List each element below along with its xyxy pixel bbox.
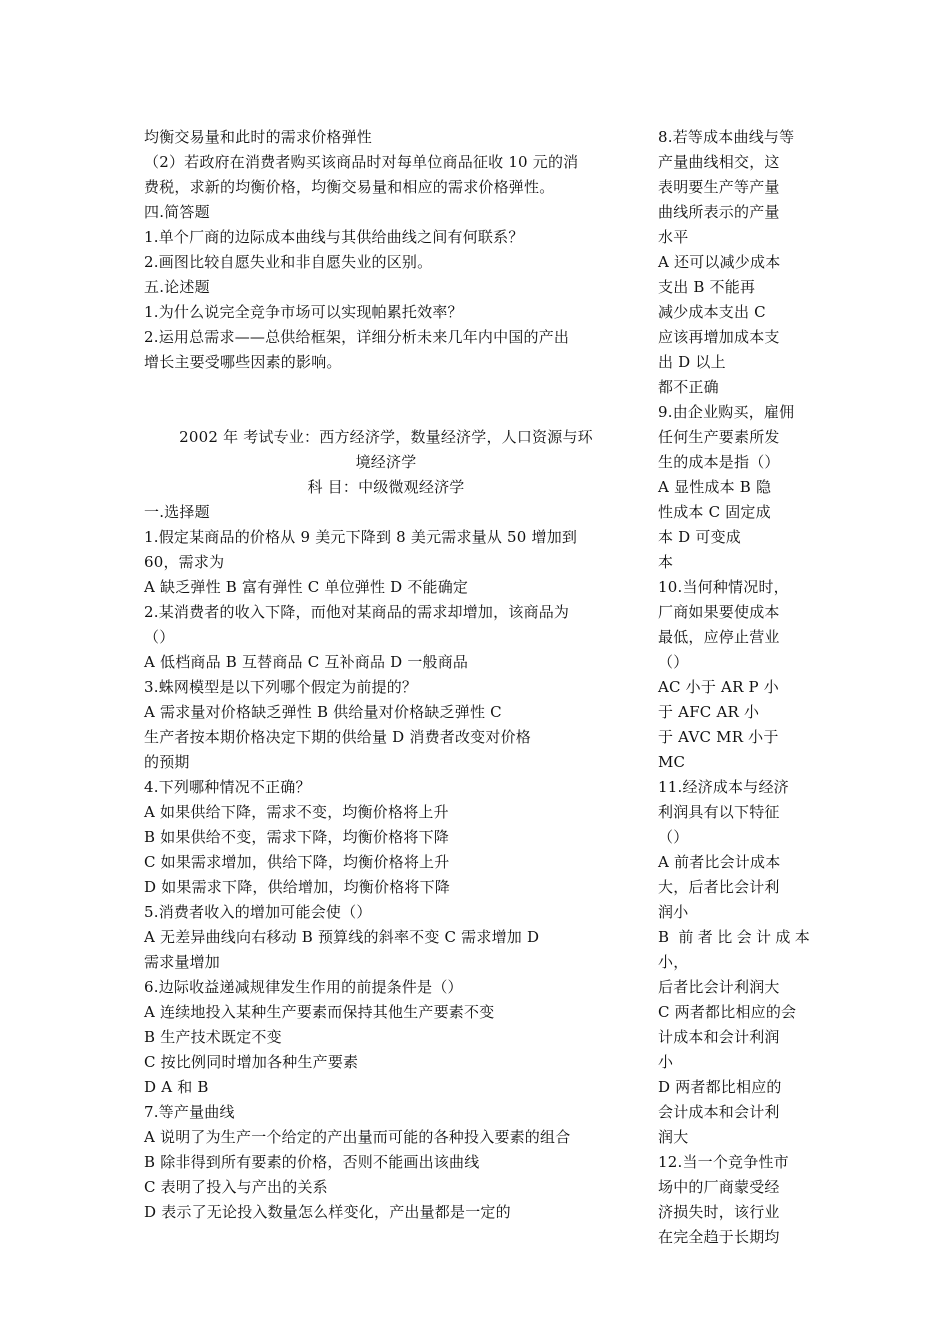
text-line: A 前者比会计成本 [658, 853, 781, 871]
text-line: 1.假定某商品的价格从 9 美元下降到 8 美元需求量从 50 增加到 [144, 528, 578, 546]
text-line: C 表明了投入与产出的关系 [144, 1178, 328, 1196]
text-line: 小 [658, 1053, 674, 1071]
text-line: （） [658, 828, 689, 846]
text-line: D 如果需求下降，供给增加，均衡价格将下降 [144, 878, 450, 896]
text-line: 6.边际收益递减规律发生作用的前提条件是（） [144, 978, 463, 996]
text-line: 9.由企业购买，雇佣 [658, 403, 795, 421]
text-line: （2）若政府在消费者购买该商品时对每单位商品征收 10 元的消 [144, 153, 579, 171]
text-line: 11.经济成本与经济 [658, 778, 789, 796]
text-line: 5.消费者收入的增加可能会使（） [144, 903, 372, 921]
text-line: A 还可以减少成本 [658, 253, 781, 271]
text-line: D 表示了无论投入数量怎么样变化，产出量都是一定的 [144, 1203, 511, 1221]
text-line: 产量曲线相交，这 [658, 153, 780, 171]
text-line: 四.简答题 [144, 203, 210, 221]
text-line: 于 AFC AR 小 [658, 703, 760, 721]
text-line: 性成本 C 固定成 [658, 503, 771, 521]
text-line: A 如果供给下降，需求不变，均衡价格将上升 [144, 803, 449, 821]
text-line: 8.若等成本曲线与等 [658, 128, 795, 146]
text-line: D A 和 B [144, 1078, 209, 1096]
text-line: A 需求量对价格缺乏弹性 B 供给量对价格缺乏弹性 C [144, 703, 502, 721]
blank-line [144, 375, 628, 400]
text-line: 润大 [658, 1128, 689, 1146]
text-line: B 前者比会计成本小， [658, 928, 810, 971]
text-line: AC 小于 AR P 小 [658, 678, 780, 696]
text-line: 一.选择题 [144, 503, 210, 521]
text-line: 最低，应停止营业 [658, 628, 780, 646]
text-line: 厂商如果要使成本 [658, 603, 780, 621]
text-line: A 无差异曲线向右移动 B 预算线的斜率不变 C 需求增加 D [144, 928, 540, 946]
text-line: 7.等产量曲线 [144, 1103, 235, 1121]
text-line: MC [658, 753, 686, 771]
text-line: 润小 [658, 903, 689, 921]
text-line: 12.当一个竞争性市 [658, 1153, 789, 1171]
text-line: 本 [658, 553, 674, 571]
text-line: 生的成本是指（） [658, 453, 780, 471]
text-line: 10.当何种情况时， [658, 578, 789, 596]
text-line: 3.蛛网模型是以下列哪个假定为前提的？ [144, 678, 418, 696]
text-line: C 两者都比相应的会 [658, 1003, 797, 1021]
text-line: 2.运用总需求——总供给框架，详细分析未来几年内中国的产出 [144, 328, 570, 346]
blank-line [144, 400, 628, 425]
text-line: D 两者都比相应的 [658, 1078, 782, 1096]
exam-header-line: 境经济学 [355, 453, 417, 471]
text-line: 1.单个厂商的边际成本曲线与其供给曲线之间有何联系？ [144, 228, 524, 246]
text-line: 4.下列哪种情况不正确？ [144, 778, 311, 796]
text-line: B 如果供给不变，需求下降，均衡价格将下降 [144, 828, 449, 846]
text-line: （） [658, 653, 689, 671]
text-line: 支出 B 不能再 [658, 278, 756, 296]
text-line: 济损失时，该行业 [658, 1203, 780, 1221]
text-line: B 除非得到所有要素的价格，否则不能画出该曲线 [144, 1153, 480, 1171]
right-column [658, 125, 810, 1250]
text-line: 利润具有以下特征 [658, 803, 780, 821]
text-line: 大，后者比会计利 [658, 878, 780, 896]
text-line: C 如果需求增加，供给下降，均衡价格将上升 [144, 853, 450, 871]
text-line: 五.论述题 [144, 278, 210, 296]
text-line: 减少成本支出 C [658, 303, 766, 321]
text-line: 场中的厂商蒙受经 [658, 1178, 780, 1196]
text-line: 需求量增加 [144, 953, 221, 971]
text-line: C 按比例同时增加各种生产要素 [144, 1053, 359, 1071]
text-line: 费税，求新的均衡价格，均衡交易量和相应的需求价格弹性。 [144, 178, 555, 196]
text-line: 表明要生产等产量 [658, 178, 780, 196]
text-line: （） [144, 628, 175, 646]
text-line: A 连续地投入某种生产要素而保持其他生产要素不变 [144, 1003, 495, 1021]
text-line: A 显性成本 B 隐 [658, 478, 772, 496]
text-line: 60，需求为 [144, 553, 225, 571]
text-line: 水平 [658, 228, 689, 246]
text-line: 会计成本和会计利 [658, 1103, 780, 1121]
text-line: 均衡交易量和此时的需求价格弹性 [144, 128, 373, 146]
text-line: A 低档商品 B 互替商品 C 互补商品 D 一般商品 [144, 653, 469, 671]
text-line: 计成本和会计利润 [658, 1028, 780, 1046]
text-line: B 生产技术既定不变 [144, 1028, 282, 1046]
text-line: 增长主要受哪些因素的影响。 [144, 353, 342, 371]
choice-questions [144, 500, 628, 1225]
text-line: 的预期 [144, 753, 190, 771]
text-line: 1.为什么说完全竞争市场可以实现帕累托效率？ [144, 303, 463, 321]
left-column [144, 125, 628, 1225]
text-line: 后者比会计利润大 [658, 978, 780, 996]
text-line: A 缺乏弹性 B 富有弹性 C 单位弹性 D 不能确定 [144, 578, 469, 596]
text-line: A 说明了为生产一个给定的产出量而可能的各种投入要素的组合 [144, 1128, 571, 1146]
text-line: 出 D 以上 [658, 353, 726, 371]
text-line: 应该再增加成本支 [658, 328, 780, 346]
text-line: 2.某消费者的收入下降，而他对某商品的需求却增加，该商品为 [144, 603, 570, 621]
text-line: 任何生产要素所发 [658, 428, 780, 446]
exam-header-line: 2002 年 考试专业：西方经济学，数量经济学，人口资源与环 [179, 428, 593, 446]
text-line: 都不正确 [658, 378, 719, 396]
text-line: 2.画图比较自愿失业和非自愿失业的区别。 [144, 253, 433, 271]
exam-subject-line: 科 目：中级微观经济学 [307, 478, 465, 496]
text-line: 生产者按本期价格决定下期的供给量 D 消费者改变对价格 [144, 728, 531, 746]
text-line: 本 D 可变成 [658, 528, 741, 546]
text-line: 在完全趋于长期均 [658, 1228, 780, 1246]
text-line: 于 AVC MR 小于 [658, 728, 779, 746]
exam-questions-continued [144, 125, 628, 375]
text-line: 曲线所表示的产量 [658, 203, 780, 221]
